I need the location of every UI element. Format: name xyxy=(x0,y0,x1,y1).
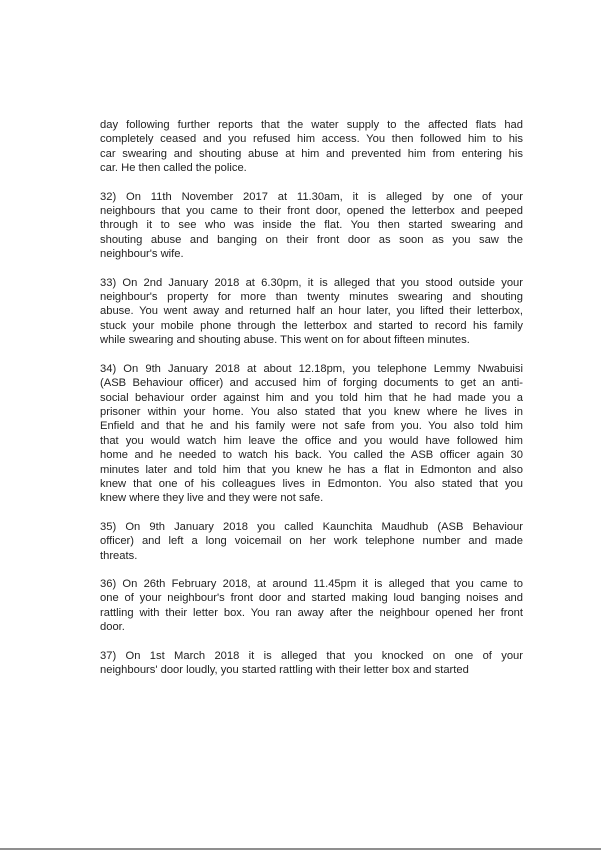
text-line: 34) On 9th January 2018 at about 12.18pm, you telephone Lemmy Nwabuisi xyxy=(100,362,523,375)
paragraph xyxy=(100,362,523,506)
text-line: knew where they live and they were not safe. xyxy=(100,492,324,505)
text-line: neighbours' door loudly, you started rattling with their letter box and started xyxy=(100,664,469,676)
text-line: car. He then called the police. xyxy=(100,162,247,175)
text-line: neighbours that you came to their front door, opened the letterbox and peeped xyxy=(100,205,523,218)
text-line: through it to see who was inside the flat. You then started swearing and xyxy=(100,219,523,232)
paragraph xyxy=(100,577,523,635)
text-line: door. xyxy=(100,621,125,634)
text-line: 35) On 9th January 2018 you called Kaunchita Maudhub (ASB Behaviour xyxy=(100,520,523,533)
text-line: day following further reports that the water supply to the affected flats had xyxy=(100,119,523,131)
text-line: 33) On 2nd January 2018 at 6.30pm, it is alleged that you stood outside your xyxy=(100,276,523,289)
text-line: one of your neighbour's front door and started making loud banging noises and xyxy=(100,592,523,605)
text-line: (ASB Behaviour officer) and accused him of forging documents to get an anti- xyxy=(100,377,523,390)
paragraph xyxy=(100,190,523,262)
text-line: minutes later and told him that you knew he has a flat in Edmonton and also xyxy=(100,463,523,476)
text-line: shouting abuse and banging on their front door as soon as you saw the xyxy=(100,233,523,246)
text-line: rattling with their letter box. You ran away after the neighbour opened her front xyxy=(100,606,523,619)
text-line: officer) and left a long voicemail on her work telephone number and made xyxy=(100,535,523,548)
text-line: 37) On 1st March 2018 it is alleged that you knocked on one of your xyxy=(100,649,523,662)
text-line: stuck your mobile phone through the letterbox and started to record his family xyxy=(100,319,523,332)
text-line: 36) On 26th February 2018, at around 11.45pm it is alleged that you came to xyxy=(100,577,523,590)
paragraph xyxy=(100,118,523,176)
text-line: neighbour's wife. xyxy=(100,248,184,261)
text-line: neighbour's property for more than twenty minutes swearing and shouting xyxy=(100,291,523,304)
text-line: car swearing and shouting abuse at him and prevented him from entering his xyxy=(100,147,523,160)
text-line: that you would watch him leave the office and you would have followed him xyxy=(100,434,523,447)
text-line: 32) On 11th November 2017 at 11.30am, it is alleged by one of your xyxy=(100,190,523,203)
text-line: prisoner within your home. You also stated that you knew where he lives in xyxy=(100,405,523,418)
text-line: social behaviour order against him and you told him that he had made you a xyxy=(100,391,523,404)
text-line: home and he needed to watch his back. You called the ASB officer again 30 xyxy=(100,449,523,462)
paragraph xyxy=(100,276,523,348)
paragraph xyxy=(100,649,523,678)
text-block xyxy=(100,118,523,691)
text-line: threats. xyxy=(100,549,138,562)
text-line: abuse. You went away and returned half an hour later, you lifted their letterbox, xyxy=(100,305,523,318)
paragraph xyxy=(100,520,523,563)
text-line: while swearing and shouting abuse. This went on for about fifteen minutes. xyxy=(100,334,470,347)
text-line: Enfield and that he and his family were not safe from you. You also told him xyxy=(100,420,523,433)
text-line: knew that one of his colleagues lives in Edmonton. You also stated that you xyxy=(100,477,523,490)
text-line: completely ceased and you refused him access. You then followed him to his xyxy=(100,133,523,146)
